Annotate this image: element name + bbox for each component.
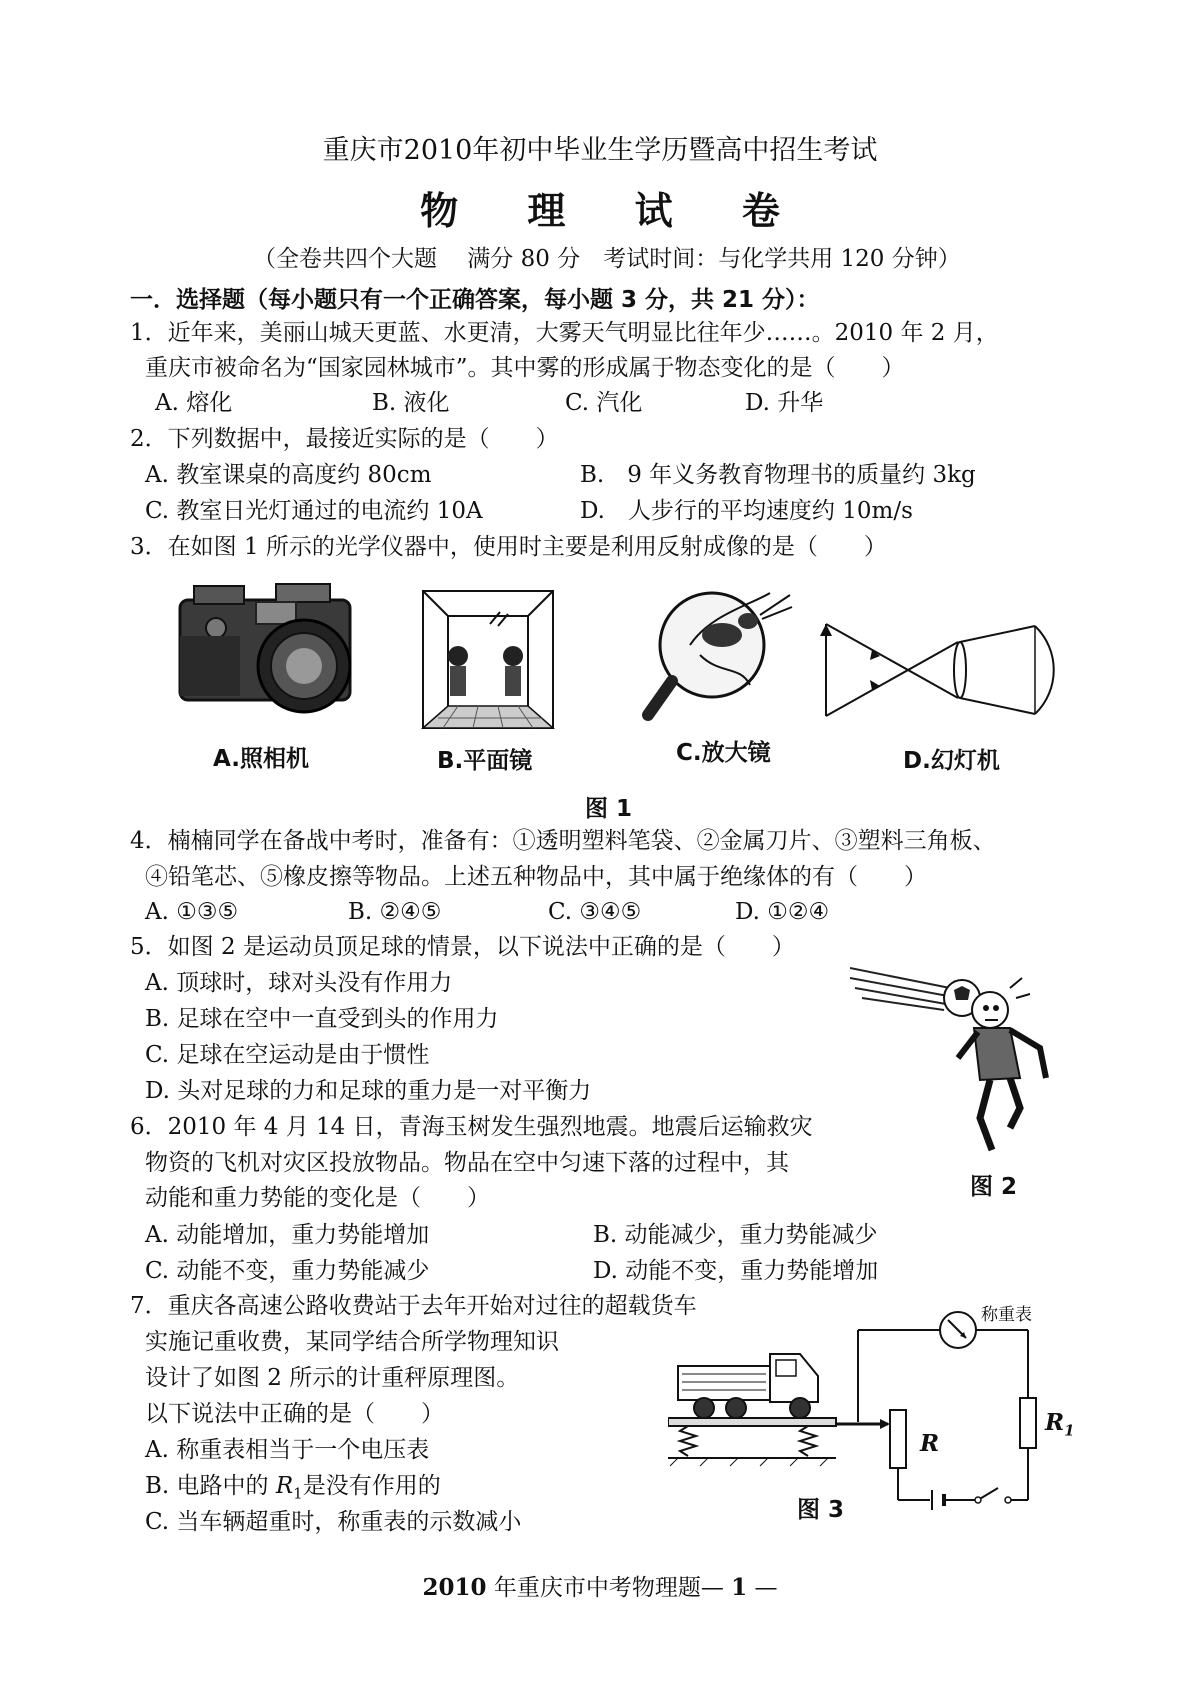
footer-dash: — — [747, 1575, 778, 1601]
resistor-r-label: R — [920, 1430, 940, 1457]
r1-letter: R — [1045, 1409, 1065, 1436]
q5-option-c: C. 足球在空运动是由于惯性 — [145, 1042, 430, 1068]
q7-option-b-sub: 1 — [293, 1484, 303, 1503]
exam-title: 重庆市2010年初中毕业生学历暨高中招生考试 — [322, 135, 878, 166]
paper-subtitle: 物 理 试 卷 — [420, 188, 808, 233]
q7-option-b-suffix: 是没有作用的 — [302, 1473, 441, 1499]
q4-line1: 4．楠楠同学在备战中考时，准备有：①透明塑料笔袋、②金属刀片、③塑料三角板、 — [130, 828, 996, 854]
q4-option-a: A. ①③⑤ — [145, 899, 239, 925]
footer-text: 年重庆市中考物理题— — [486, 1575, 732, 1601]
q7-option-a: A. 称重表相当于一个电压表 — [145, 1437, 430, 1463]
q7-line2: 实施记重收费，某同学结合所学物理知识 — [145, 1329, 559, 1355]
q7-line3: 设计了如图 2 所示的计重秤原理图。 — [145, 1365, 520, 1391]
camera-image — [176, 580, 366, 725]
resistor-r1-label — [1045, 1408, 1075, 1446]
q5-option-b: B. 足球在空中一直受到头的作用力 — [145, 1006, 499, 1032]
q4-line2: ④铅笔芯、⑤橡皮擦等物品。上述五种物品中，其中属于绝缘体的有（ ） — [145, 864, 927, 890]
q1-option-c: C. 汽化 — [565, 390, 643, 416]
q5-option-d: D. 头对足球的力和足球的重力是一对平衡力 — [145, 1078, 592, 1104]
q7-line4: 以下说法中正确的是（ ） — [145, 1401, 444, 1427]
q1-option-d: D. 升华 — [745, 390, 824, 416]
q1-option-b: B. 液化 — [372, 390, 450, 416]
q6-option-a: A. 动能增加，重力势能增加 — [145, 1222, 430, 1248]
q7-line1: 7．重庆各高速公路收费站于去年开始对过往的超载货车 — [130, 1293, 697, 1319]
figure-1-caption: 图 1 — [585, 796, 633, 822]
q5-stem: 5．如图 2 是运动员顶足球的情景，以下说法中正确的是（ ） — [130, 934, 795, 960]
q7-option-b-var: R — [275, 1473, 294, 1499]
meter-label: 称重表 — [981, 1305, 1032, 1325]
q3-label-a: A.照相机 — [213, 746, 309, 772]
q1-option-a: A. 熔化 — [155, 390, 233, 416]
q4-option-c: C. ③④⑤ — [548, 899, 642, 925]
q7-option-c: C. 当车辆超重时，称重表的示数减小 — [145, 1509, 522, 1535]
q5-option-a: A. 顶球时，球对头没有作用力 — [145, 970, 453, 996]
projector-diagram — [820, 620, 1070, 720]
q6-option-d: D. 动能不变，重力势能增加 — [593, 1258, 879, 1284]
q1-line2: 重庆市被命名为“国家园林城市”。其中雾的形成属于物态变化的是（ ） — [145, 355, 905, 381]
exam-info: （全卷共四个大题 满分 80 分 考试时间：与化学共用 120 分钟） — [253, 246, 961, 272]
q6-option-b: B. 动能减少，重力势能减少 — [593, 1222, 878, 1248]
figure-3-caption: 图 3 — [797, 1497, 845, 1523]
q2-option-b: B. 9 年义务教育物理书的质量约 3kg — [580, 462, 976, 488]
q3-label-b: B.平面镜 — [437, 748, 533, 774]
q2-option-c: C. 教室日光灯通过的电流约 10A — [145, 498, 483, 524]
q7-option-b-prefix: B. 电路中的 — [145, 1473, 276, 1499]
q7-option-b — [145, 1471, 441, 1509]
section-heading: 一．选择题（每小题只有一个正确答案，每小题 3 分，共 21 分）： — [130, 287, 820, 313]
q6-line2: 物资的飞机对灾区投放物品。物品在空中匀速下落的过程中，其 — [145, 1150, 789, 1176]
q4-option-b: B. ②④⑤ — [348, 899, 442, 925]
q3-label-c: C.放大镜 — [676, 740, 771, 766]
q2-stem: 2．下列数据中，最接近实际的是（ ） — [130, 426, 559, 452]
q6-line1: 6．2010 年 4 月 14 日，青海玉树发生强烈地震。地震后运输救灾 — [130, 1114, 813, 1140]
q6-line3: 动能和重力势能的变化是（ ） — [145, 1185, 490, 1211]
figure-2-caption: 图 2 — [970, 1174, 1018, 1200]
magnifier-image — [640, 585, 800, 730]
footer-page: 1 — [731, 1574, 748, 1601]
q6-option-c: C. 动能不变，重力势能减少 — [145, 1258, 430, 1284]
football-player-image — [850, 958, 1070, 1158]
q3-label-d: D.幻灯机 — [903, 748, 1000, 774]
q2-option-d: D. 人步行的平均速度约 10m/s — [580, 498, 913, 524]
r1-subscript: 1 — [1064, 1421, 1075, 1440]
q4-option-d: D. ①②④ — [735, 899, 830, 925]
q1-line1: 1．近年来，美丽山城天更蓝、水更清，大雾天气明显比往年少……。2010 年 2 月， — [130, 320, 999, 346]
weighing-circuit-diagram — [668, 1298, 1068, 1520]
q2-option-a: A. 教室课桌的高度约 80cm — [145, 462, 432, 488]
plane-mirror-image — [418, 588, 558, 733]
q3-stem: 3．在如图 1 所示的光学仪器中，使用时主要是利用反射成像的是（ ） — [130, 534, 887, 560]
footer-year: 2010 — [422, 1574, 487, 1601]
page-footer — [0, 1573, 1200, 1603]
